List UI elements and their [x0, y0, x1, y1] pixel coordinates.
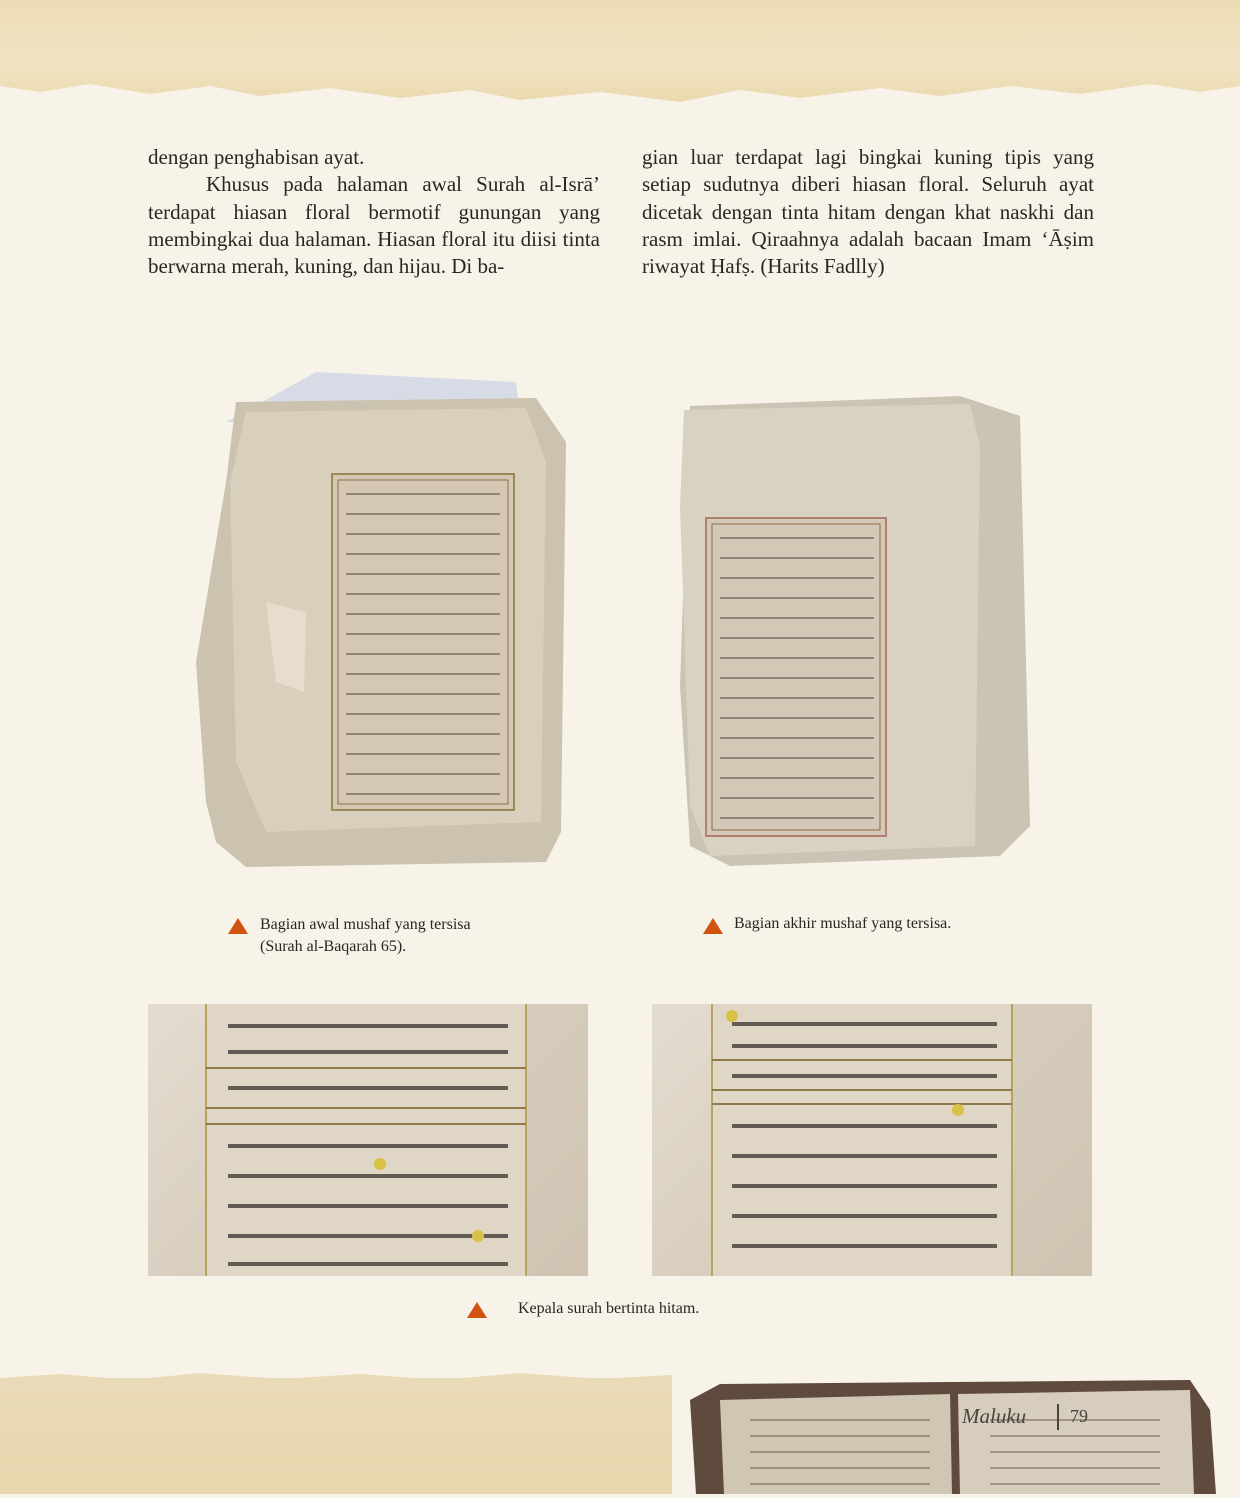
paragraph: Khusus pada halaman awal Surah al-Isrā’ terdapat hiasan floral bermotif gunungan yang membingkai dua halaman. Hiasan floral itu diisi tinta berwarna merah, kuning, dan hijau. Di ba- [148, 172, 600, 279]
caption-last-page: Bagian akhir mushaf yang tersisa. [734, 915, 952, 932]
open-manuscript-photo [690, 1380, 1220, 1498]
caption-marker-icon [703, 918, 723, 934]
caption-marker-icon [467, 1302, 487, 1318]
paragraph: gian luar terdapat lagi bingkai kuning tipis yang setiap sudutnya diberi hiasan floral. Seluruh ayat dicetak dengan tinta hitam dengan khat naskhi dan rasm imlai. Qiraahnya adalah bacaan Imam ‘Āṣim riwayat Ḥafṣ. (Harits Fadlly) [642, 145, 1094, 279]
manuscript-photo-last-page [670, 386, 1040, 876]
caption-marker-icon [228, 918, 248, 934]
running-footer-section: Maluku [962, 1404, 1027, 1428]
detail-photo-surah-header-1 [148, 1004, 588, 1276]
text-column-left [148, 144, 600, 280]
detail-photo-surah-header-2 [652, 1004, 1092, 1276]
caption-first-page: Bagian awal mushaf yang tersisa (Surah al-Baqarah 65). [260, 916, 471, 955]
torn-edge [0, 76, 1240, 116]
manuscript-photo-first-page [186, 362, 576, 872]
caption-surah-headers: Kepala surah bertinta hitam. [518, 1300, 700, 1317]
paragraph: dengan penghabisan ayat. [148, 145, 365, 169]
text-column-right [642, 144, 1094, 280]
footer-divider [1057, 1404, 1059, 1430]
torn-paper-footer [0, 1378, 672, 1494]
torn-paper-header [0, 0, 1240, 110]
page-number: 79 [1070, 1406, 1088, 1426]
